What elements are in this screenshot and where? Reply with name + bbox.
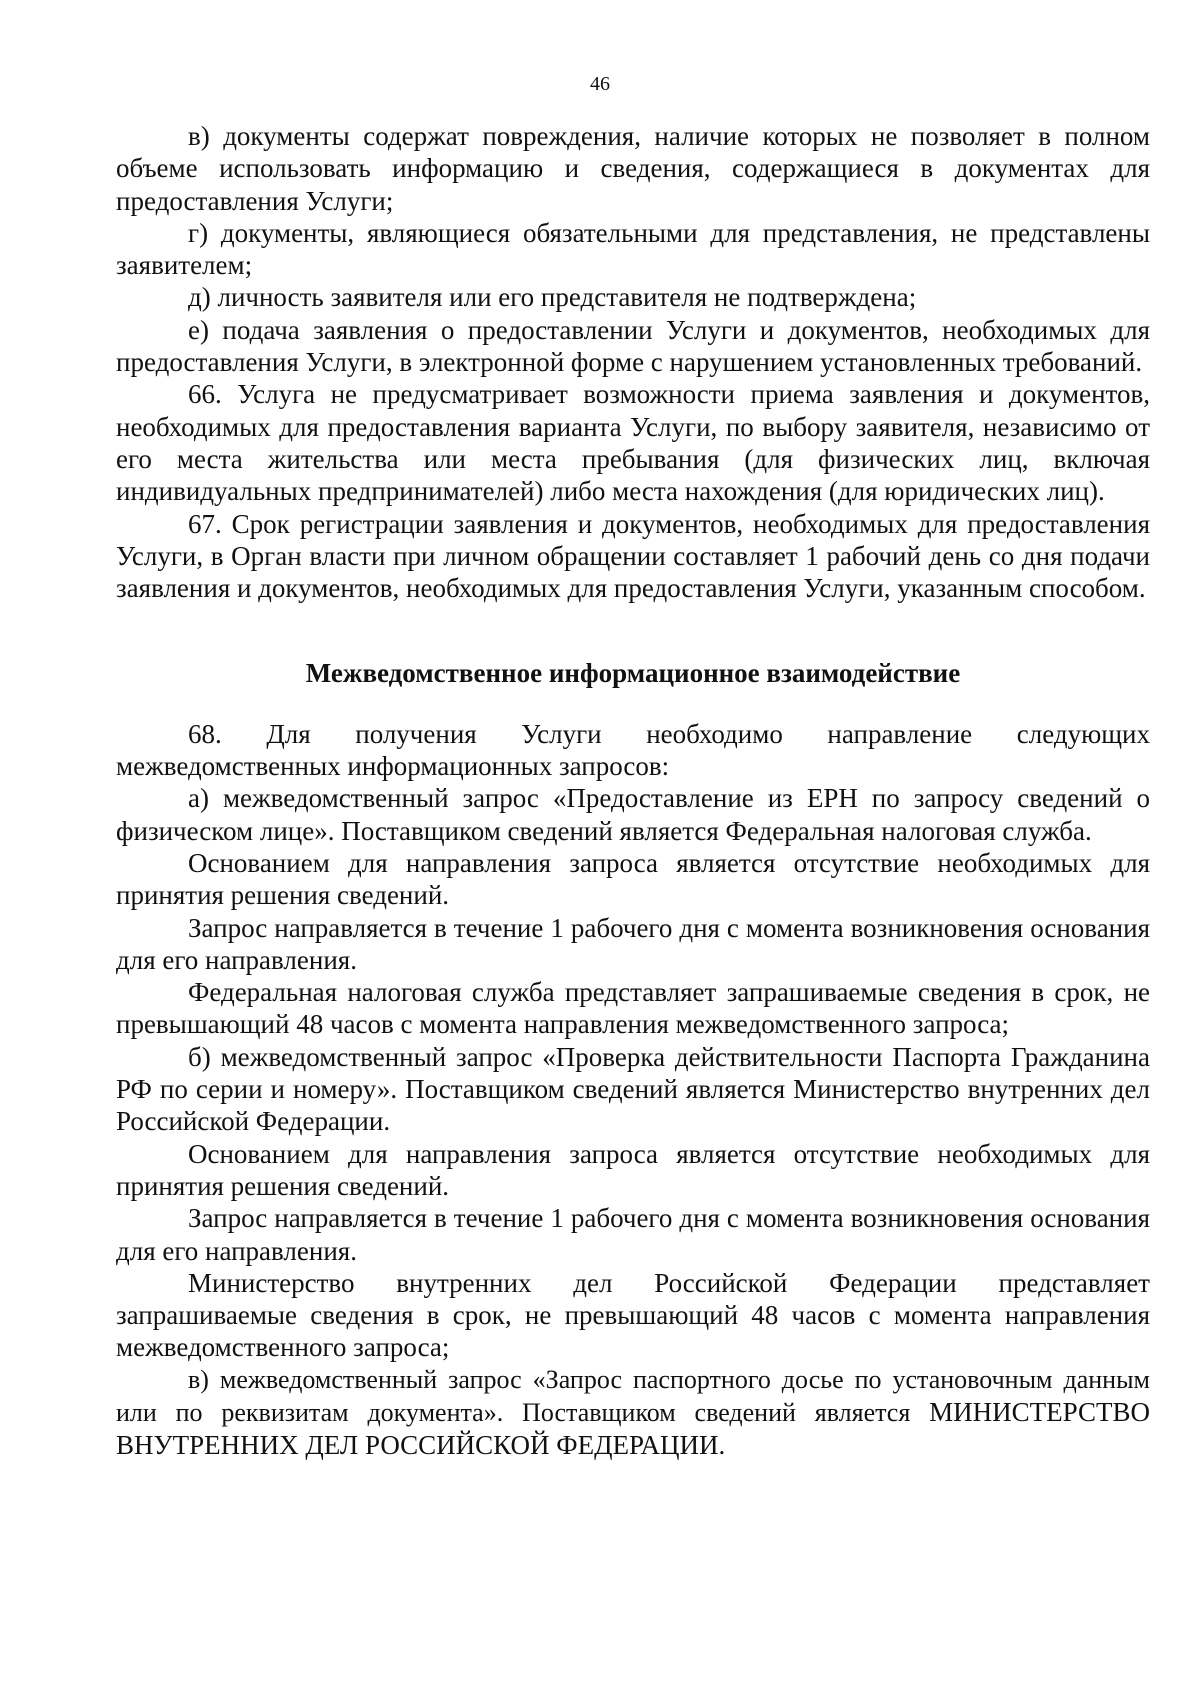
paragraph-item-v-request [116, 1364, 1150, 1463]
document-body [116, 120, 1150, 1463]
paragraph-item-e: е) подача заявления о предоставлении Услуги и документов, необходимых для предоставления Услуги, в электронной форме с нарушением установленных требований. [116, 314, 1150, 378]
paragraph-basis-a: Основанием для направления запроса является отсутствие необходимых для принятия решения сведений. [116, 847, 1150, 911]
paragraph-response-a: Федеральная налоговая служба представляет запрашиваемые сведения в срок, не превышающий 48 часов с момента направления межведомственного запроса; [116, 977, 1150, 1040]
paragraph-item-v-text: в) межведомственный запрос «Запрос паспортного досье по установочным данным или по реквизитам документа». Поставщиком сведений является [116, 1364, 1150, 1427]
paragraph-timing-a: Запрос направляется в течение 1 рабочего дня с момента возникновения основания для его направления. [116, 912, 1150, 975]
paragraph-item-v-caps: МИНИСТЕРСТВО ВНУТРЕННИХ ДЕЛ РОССИЙСКОЙ ФЕДЕРАЦИИ. [116, 1396, 1151, 1461]
paragraph-item-v: в) документы содержат повреждения, наличие которых не позволяет в полном объеме использовать информацию и сведения, содержащиеся в документах для предоставления Услуги; [116, 121, 1150, 216]
section-title: Межведомственное информационное взаимодействие [305, 658, 961, 689]
paragraph-68: 68. Для получения Услуги необходимо направление следующих межведомственных информационных запросов: [116, 718, 1150, 782]
paragraph-item-a: а) межведомственный запрос «Предоставление из ЕРН по запросу сведений о физическом лице». Поставщиком сведений является Федеральная налоговая служба. [116, 783, 1150, 846]
paragraph-basis-b: Основанием для направления запроса является отсутствие необходимых для принятия решения сведений. [116, 1138, 1150, 1201]
page-number: 46 [590, 73, 610, 95]
paragraph-66: 66. Услуга не предусматривает возможности приема заявления и документов, необходимых для предоставления варианта Услуги, по выбору заявителя, независимо от его места жительства или места пребывания (для физических лиц, включая индивидуальных предпринимателей) либо места нахождения (для юридических лиц). [116, 379, 1150, 507]
paragraph-response-b: Министерство внутренних дел Российской Федерации представляет запрашиваемые сведения в срок, не превышающий 48 часов с момента направления межведомственного запроса; [116, 1267, 1150, 1363]
paragraph-item-b: б) межведомственный запрос «Проверка действительности Паспорта Гражданина РФ по серии и номеру». Поставщиком сведений является Министерство внутренних дел Российской Федерации. [116, 1041, 1150, 1137]
paragraph-timing-b: Запрос направляется в течение 1 рабочего дня с момента возникновения основания для его направления. [116, 1203, 1150, 1266]
paragraph-item-d: д) личность заявителя или его представителя не подтверждена; [188, 282, 917, 313]
paragraph-item-g: г) документы, являющиеся обязательными для представления, не представлены заявителем; [116, 217, 1150, 281]
paragraph-67: 67. Срок регистрации заявления и документов, необходимых для предоставления Услуги, в Орган власти при личном обращении составляет 1 рабочий день со дня подачи заявления и документов, необходимых для предоставления Услуги, указанным способом. [116, 508, 1150, 604]
